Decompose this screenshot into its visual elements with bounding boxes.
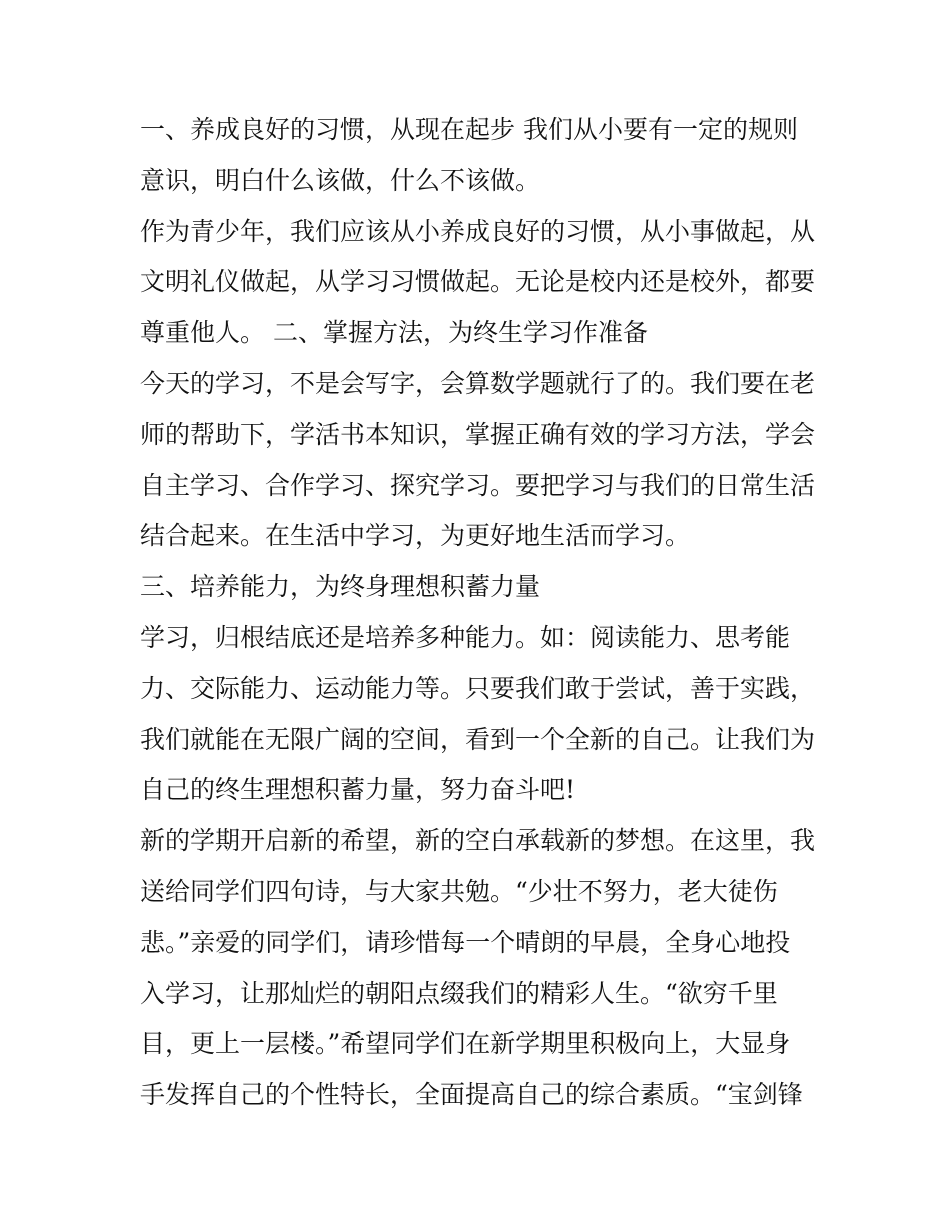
text-line: 结合起来。在生活中学习，为更好地生活而学习。 bbox=[140, 521, 691, 551]
text-line: 今天的学习，不是会写字，会算数学题就行了的。我们要在老 bbox=[140, 368, 816, 398]
text-line: 作为青少年，我们应该从小养成良好的习惯，从小事做起，从 bbox=[140, 216, 816, 246]
text-line: 一、养成良好的习惯，从现在起步 我们从小要有一定的规则 bbox=[140, 115, 798, 144]
text-line: 力、交际能力、运动能力等。只要我们敢于尝试，善于实践， bbox=[140, 673, 816, 703]
text-line: 目，更上一层楼。”希望同学们在新学期里积极向上，大显身 bbox=[140, 1029, 791, 1059]
document-body bbox=[140, 105, 830, 1121]
text-line: 学习，归根结底还是培养多种能力。如：阅读能力、思考能 bbox=[140, 622, 791, 652]
text-line: 尊重他人。 二、掌握方法，为终生学习作准备 bbox=[140, 318, 648, 348]
text-line: 师的帮助下，学活书本知识，掌握正确有效的学习方法，学会 bbox=[140, 419, 816, 449]
text-line: 自主学习、合作学习、探究学习。要把学习与我们的日常生活 bbox=[140, 470, 816, 500]
text-line: 悲。”亲爱的同学们，请珍惜每一个晴朗的早晨，全身心地投 bbox=[140, 927, 791, 957]
text-line: 文明礼仪做起，从学习习惯做起。无论是校内还是校外，都要 bbox=[140, 267, 816, 297]
text-line: 自己的终生理想积蓄力量，努力奋斗吧! bbox=[140, 775, 576, 805]
text-line: 送给同学们四句诗，与大家共勉。“少壮不努力，老大徒伤 bbox=[140, 876, 778, 906]
text-line: 新的学期开启新的希望，新的空白承载新的梦想。在这里，我 bbox=[140, 826, 816, 856]
text-line: 手发挥自己的个性特长，全面提高自己的综合素质。“宝剑锋 bbox=[140, 1080, 803, 1110]
section-heading: 三、培养能力，为终身理想积蓄力量 bbox=[140, 572, 541, 602]
text-line: 我们就能在无限广阔的空间，看到一个全新的自己。让我们为 bbox=[140, 724, 816, 754]
text-line: 入学习，让那灿烂的朝阳点缀我们的精彩人生。“欲穷千里 bbox=[140, 978, 778, 1008]
text-line: 意识，明白什么该做，什么不该做。 bbox=[140, 165, 541, 195]
